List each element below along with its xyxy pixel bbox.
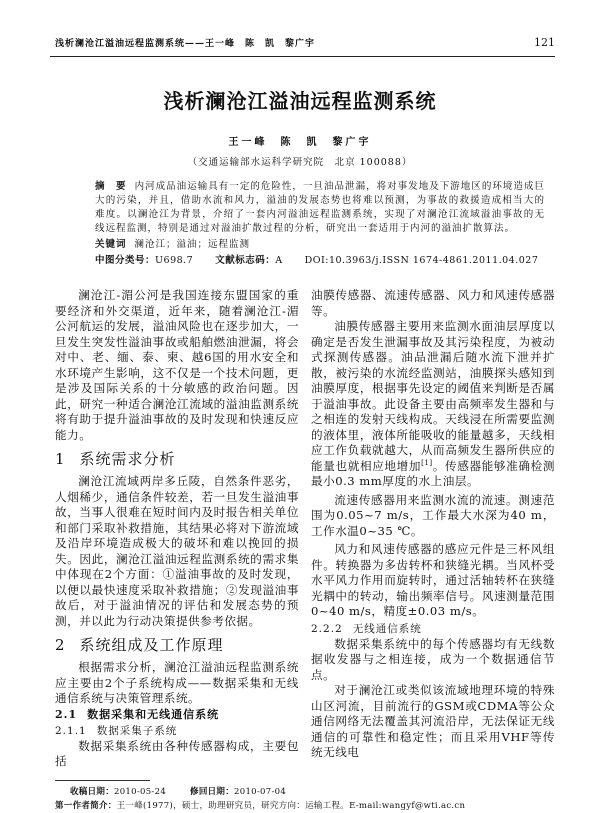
section-1-heading: 1 系统需求分析 (55, 450, 176, 468)
abstract (95, 180, 545, 236)
affiliation: （交通运输部水运科学研究院 北京 100088） (187, 157, 413, 168)
page-number: 121 (534, 36, 555, 49)
right-col-p3: 风力和风速传感器的感应元件是三杯风组件。转换器为多齿转杯和狭缝光耦。当风杯受水平风力作用而旋转时，通过活轴转杯在狭缝光耦中的转动，输出频率信号。风速测量范围0~40 m/s，精度±0.03 m/s。 (311, 542, 555, 618)
clc-label: 中图分类号： (95, 255, 156, 266)
classification-line (95, 254, 545, 268)
clc (95, 254, 193, 268)
keywords-text: 澜沧江；溢油；远程监测 (134, 239, 251, 250)
received-date: 收稿日期：2010-05-24 (70, 786, 167, 797)
right-col-p0: 油膜传感器、流速传感器、风力和风速传感器等。 (311, 288, 555, 318)
running-header: 浅析澜沧江溢油远程监测系统——王一峰 陈 凯 黎广宇 (55, 39, 316, 49)
clc-value: U698.7 (155, 255, 194, 266)
body-columns (55, 288, 555, 770)
footnote-dates (55, 785, 555, 799)
right-column (311, 288, 555, 761)
revised-date: 修回日期：2010-07-04 (190, 786, 287, 797)
left-column (55, 288, 299, 770)
abstract-text: 内河成品油运输具有一定的危险性，一旦油品泄漏，将对事发地及下游地区的环境造成巨大的污染，并且，借助水流和风力，溢油的发展态势也将难以预测，为事故的救援造成相当大的难度。以澜沧江为背景，介绍了一套内河溢油远程监测系统，实现了对澜沧江流域溢油事故的无线远程监测，特别是通过对溢油扩散过程的分析，研究出一套适用于内河的溢油扩散算法。 (95, 181, 545, 234)
abstract-label: 摘 要 (95, 181, 127, 192)
page-header (55, 36, 555, 49)
section-2-1-heading: 2.1 数据采集和无线通信系统 (55, 707, 220, 721)
right-col-p2: 流速传感器用来监测水流的流速。测速范围为0.05~7 m/s，工作最大水深为40 m，工作水温0~35 ℃。 (311, 492, 555, 538)
right-col-p5: 对于澜沧江或类似该流域地理环境的特殊山区河流，目前流行的GSM或CDMA等公众通信网络无法覆盖其河流沿岸，无法保证无线通信的可靠性和稳定性；而且采用VHF等传统无线电 (311, 683, 555, 759)
doc-code-value: A (275, 255, 283, 266)
page-body (0, 88, 600, 813)
keywords-label: 关键词 (95, 239, 127, 250)
article-title: 浅析澜沧江溢油远程监测系统 (163, 89, 437, 113)
left-col-p1: 澜沧江-湄公河是我国连接东盟国家的重要经济和外交渠道，近年来，随着澜沧江-湄公河航运的发展，溢油风险也在逐步加大，一旦发生突发性溢油事故或船舶燃油泄漏，将会对中、老、缅、泰、柬、越6国的用水安全和水环境产生影响，这不仅是一个技术问题，更是涉及国际关系的十分敏感的政治问题。因此，研究一种适合澜沧江流域的溢油监测系统将有助于提升溢油事故的及时发现和快速反应能力。 (55, 288, 299, 442)
right-col-p1: 油膜传感器主要用来监测水面油层厚度以确定是否发生泄漏事故及其污染程度，为被动式探测传感器。油品泄漏后随水流下泄并扩散，被污染的水流经监测站，油膜探头感知到油膜厚度，根据事先设定的阈值来判断是否属于溢油事故。此设备主要由高频率发生器和与之相连的发射天线构成。天线浸在所需要监测的液体里，液体所能吸收的能量越多，天线相应工作负载就越大，从而高频发生器所供应的能量也就相应地增加[1]。传感器能够准确检测最小0.3 mm厚度的水上油层。 (311, 319, 555, 488)
left-col-p4: 数据采集系统由各种传感器构成，主要包括 (55, 738, 299, 768)
keywords (95, 238, 545, 252)
doc-code-label: 文献标志码： (215, 255, 276, 266)
section-2-2-2-heading: 2.2.2 无线通信系统 (311, 622, 422, 635)
footnote-author: 第一作者简介：王一峰(1977)，硕士，助理研究员，研究方向：运输工程。E-mail:wangyf@wti.ac.cn (55, 800, 466, 811)
right-col-p4: 数据采集系统中的每个传感器均有无线数据收发器与之相连接，成为一个数据通信节点。 (311, 636, 555, 682)
header-rule (50, 56, 555, 57)
doi: DOI:10.3963/j.ISSN 1674-4861.2011.04.027 (304, 255, 539, 266)
footnote-rule (55, 780, 150, 781)
left-col-p3: 根据需求分析，澜沧江溢油远程监测系统应主要由2个子系统构成——数据采集和无线通信系统与决策管理系统。 (55, 660, 299, 705)
citation-ref: [1] (421, 458, 433, 467)
footnotes (55, 780, 555, 813)
section-2-1-1-heading: 2.1.1 数据采集子系统 (55, 724, 178, 737)
authors: 王一峰 陈 凯 黎广宇 (228, 137, 372, 148)
doc-code (215, 254, 282, 268)
section-2-heading: 2 系统组成及工作原理 (55, 636, 224, 654)
front-matter (95, 180, 545, 268)
left-col-p2: 澜沧江流域两岸多丘陵，自然条件恶劣，人烟稀少，通信条件较差，若一旦发生溢油事故，当事人很难在短时间内及时报告相关单位和部门采取补救措施，其结果必将对下游流域及沿岸环境造成极大的破坏和难以挽回的损失。因此，澜沧江溢油远程监测系统的需求集中体现在2个方面：①溢油事故的及时发现，以便以最快速度采取补救措施；②发现溢油事故后，对于溢油情况的评估和发展态势的预测，并以此为行动决策提供参考依据。 (55, 474, 299, 628)
